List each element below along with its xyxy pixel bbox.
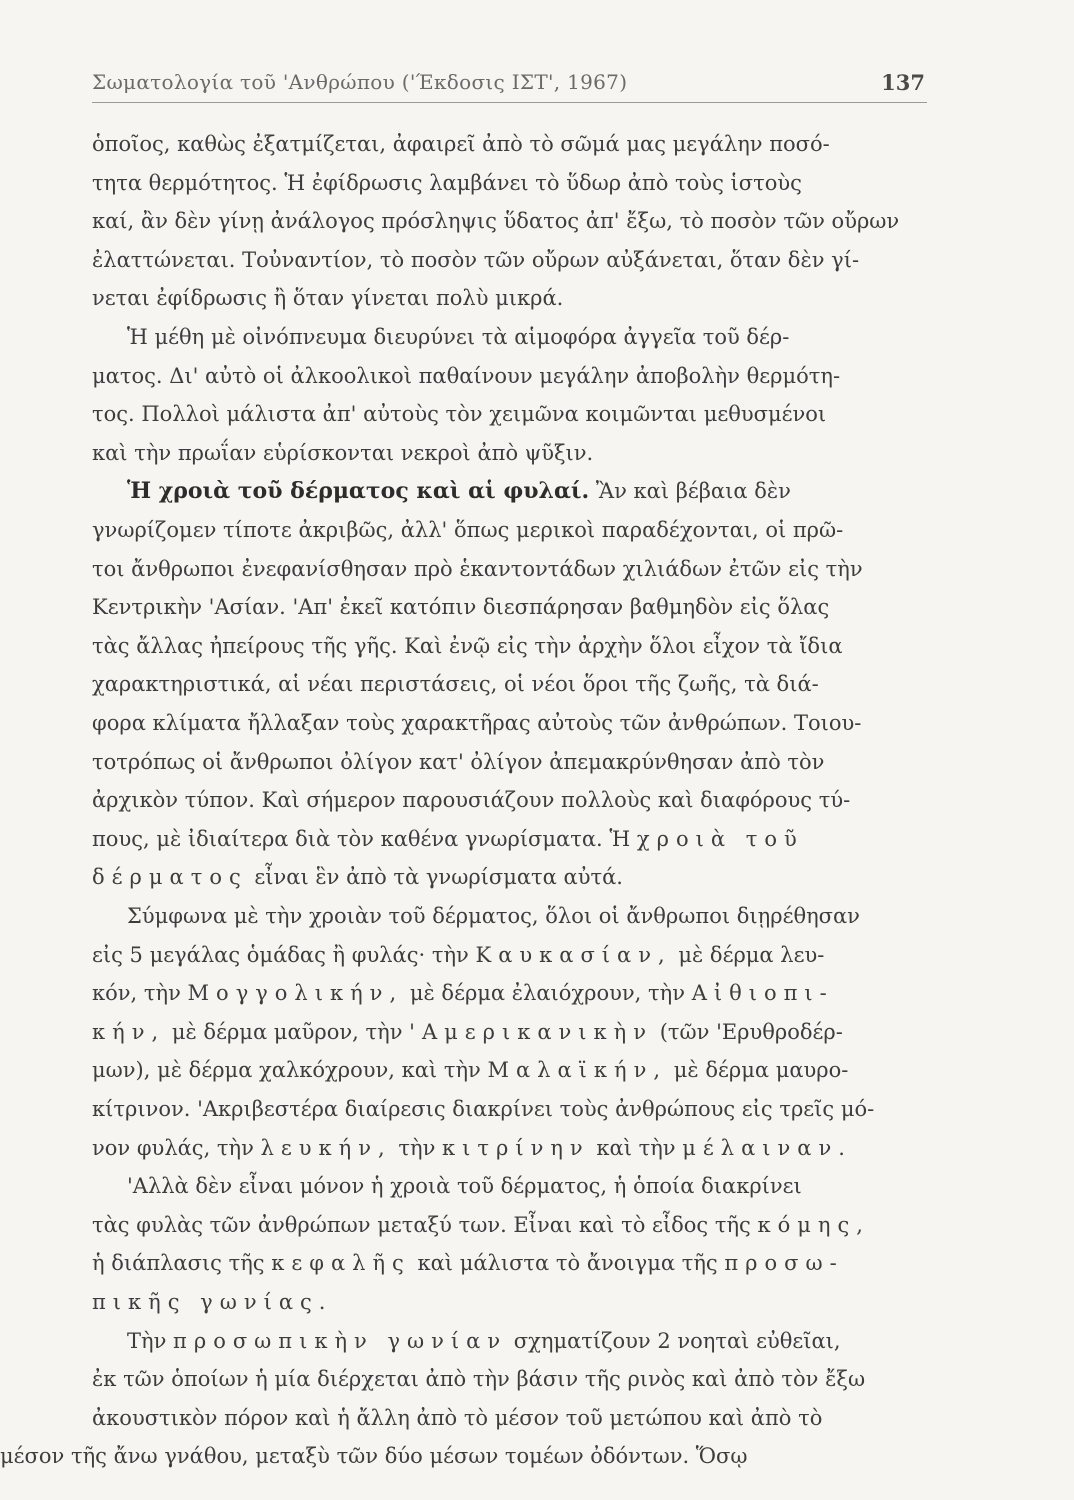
section-heading: Ἡ χροιὰ τοῦ δέρματος καὶ αἱ φυλαί. [127,478,590,505]
text-line: τος. Πολλοὶ μάλιστα ἀπ' αὐτοὺς τὸν χειμῶνα κοιμῶνται μεθυσμένοι [92,402,827,427]
text-line: ἀκουστικὸν πόρον καὶ ἡ ἄλλη ἀπὸ τὸ μέσον τοῦ μετώπου καὶ ἀπὸ τὸ [92,1405,823,1430]
text-line [92,1286,332,1318]
text-line: φορα κλίματα ἤλλαξαν τοὺς χαρακτῆρας αὐτοὺς τῶν ἀνθρώπων. Τοιου- [92,711,862,735]
text-line: κίτρινον. 'Ακριβεστέρα διαίρεσις διακρίνει τοὺς ἀνθρώπους εἰς τρεῖς μό- [92,1097,875,1121]
text-line [127,1325,841,1357]
text-line: μέσον τῆς ἄνω γνάθου, μεταξὺ τῶν δύο μέσων τομέων ὀδόντων. Ὅσῳ [0,1444,748,1469]
text-span: καὶ μάλιστα τὸ ἄνοιγμα τῆς [417,1251,718,1276]
text-line: ματος. Δι' αὐτὸ οἱ ἀλκοολικοὶ παθαίνουν μεγάλην ἀποβολὴν θερμότη- [92,363,841,388]
text-line: τοι ἄνθρωποι ἐνεφανίσθησαν πρὸ ἑκαντοντάδων χιλιάδων ἐτῶν εἰς τὴν [92,556,863,581]
text-line: γνωρίζομεν τίποτε ἀκριβῶς, ἀλλ' ὅπως μερικοὶ παραδέχονται, οἱ πρῶ- [92,518,844,542]
text-span: τὰς φυλὰς τῶν ἀνθρώπων μεταξύ των. Εἶναι καὶ τὸ εἶδος τῆς [92,1212,751,1237]
text-span: Ἂν καὶ βέβαια δὲν [595,479,791,504]
text-line: ἐκ τῶν ὁποίων ἡ μία διέρχεται ἀπὸ τὴν βάσιν τῆς ρινὸς καὶ ἀπὸ τὸν ἔξω [92,1367,866,1392]
spaced-term: κιτρίνην [442,1135,590,1160]
text-line [92,1209,870,1241]
text-line: τὰς ἄλλας ἠπείρους τῆς γῆς. Καὶ ἐνῷ εἰς τὴν ἀρχὴν ὅλοι εἶχον τὰ ἴδια [92,633,843,658]
spaced-term: μέλαιναν. [682,1135,852,1160]
text-line [92,861,623,893]
text-line [92,1016,843,1048]
text-span: Τὴν [127,1328,167,1353]
page-header [92,66,927,103]
text-span: μων), μὲ δέρμα χαλκόχρουν, καὶ τὴν [92,1058,481,1083]
text-span: εἶναι ἓν ἀπὸ τὰ γνωρίσματα αὐτά. [254,865,623,890]
text-span: κόν, τὴν [92,981,181,1006]
spaced-term: προσω- [724,1251,844,1276]
spaced-term: Καυκασίαν, [475,942,672,967]
page-number: 137 [881,70,925,95]
section-line [127,475,791,507]
text-line: χαρακτηριστικά, αἱ νέαι περιστάσεις, οἱ νέοι ὅροι τῆς ζωῆς, τὰ διά- [92,672,819,697]
spaced-term: κήν, [92,1019,166,1044]
spaced-term: 'Αμερικανικὴν [409,1019,653,1044]
text-span: εἰς 5 μεγάλας ὁμάδας ἢ φυλάς· τὴν [92,942,469,967]
spaced-term: πικῆς γωνίας. [92,1290,333,1314]
text-line [92,1247,844,1279]
spaced-term: προσωπικὴν γωνίαν [173,1328,508,1353]
spaced-term: κεφαλῆς [271,1251,411,1276]
running-title: Σωματολογία τοῦ 'Ανθρώπου ('Έκδοσις ΙΣΤ', 1967) [92,70,628,94]
text-span: μὲ δέρμα ἐλαιόχρουν, τὴν [409,981,685,1006]
spaced-term: Μαλαϊκήν, [487,1058,668,1083]
text-line: καί, ἂν δὲν γίνῃ ἀνάλογος πρόσληψις ὕδατος ἀπ' ἔξω, τὸ ποσὸν τῶν οὔρων [92,209,900,234]
text-span: (τῶν 'Ερυθροδέρ- [659,1019,843,1044]
text-line: καὶ τὴν πρωΐαν εὑρίσκονται νεκροὶ ἀπὸ ψῦξιν. [92,440,594,465]
spaced-term: κόμης, [757,1212,870,1237]
spaced-term: δέρματος [92,865,248,890]
text-span: μὲ δέρμα μαῦρον, τὴν [171,1019,403,1044]
text-span: σχηματίζουν 2 νοηταὶ εὐθεῖαι, [513,1328,841,1353]
text-line: ἀρχικὸν τύπον. Καὶ σήμερον παρουσιάζουν πολλοὺς καὶ διαφόρους τύ- [92,788,851,813]
text-line: τητα θερμότητος. Ἡ ἐφίδρωσις λαμβάνει τὸ ὕδωρ ἀπὸ τοὺς ἱστοὺς [92,170,802,195]
text-span: μὲ δέρμα μαυρο- [673,1058,849,1083]
text-line [92,1132,852,1164]
text-span: καὶ τὴν [596,1135,676,1160]
text-line: ὁποῖος, καθὼς ἐξατμίζεται, ἀφαιρεῖ ἀπὸ τὸ σῶμά μας μεγάλην ποσό- [92,132,830,156]
text-line: ἐλαττώνεται. Τοὐναντίον, τὸ ποσὸν τῶν οὔρων αὐξάνεται, ὅταν δὲν γί- [92,247,860,272]
text-line: 'Αλλὰ δὲν εἶναι μόνον ἡ χροιὰ τοῦ δέρματος, ἡ ὁποία διακρίνει [127,1174,802,1199]
text-line [92,823,804,855]
text-line: τοτρόπως οἱ ἄνθρωποι ὀλίγον κατ' ὀλίγον ἀπεμακρύνθησαν ἀπὸ τὸν [92,749,825,774]
text-span: πους, μὲ ἰδιαίτερα διὰ τὸν καθένα γνωρίσματα. Ἡ [92,826,631,851]
spaced-term: χροιὰ τοῦ [636,826,804,851]
text-line: Ἡ μέθη μὲ οἰνόπνευμα διευρύνει τὰ αἱμοφόρα ἀγγεῖα τοῦ δέρ- [127,325,790,349]
text-line: Σύμφωνα μὲ τὴν χροιὰν τοῦ δέρματος, ὅλοι οἱ ἄνθρωποι διῃρέθησαν [127,904,860,928]
text-line [92,977,834,1009]
text-line [92,1054,848,1086]
text-line: νεται ἐφίδρωσις ἢ ὅταν γίνεται πολὺ μικρά. [92,286,564,311]
text-span: νον φυλάς, τὴν [92,1135,254,1160]
text-span: μὲ δέρμα λευ- [678,942,825,967]
text-line [92,939,824,971]
text-line: Κεντρικὴν 'Ασίαν. 'Απ' ἐκεῖ κατόπιν διεσπάρησαν βαθμηδὸν εἰς ὅλας [92,595,830,620]
spaced-term: λευκήν, [260,1135,392,1160]
spaced-term: Μογγολικήν, [187,981,404,1006]
text-span: τὴν [398,1135,436,1160]
text-span: ἡ διάπλασις τῆς [92,1251,265,1276]
spaced-term: Αἰθιοπι- [691,981,834,1006]
